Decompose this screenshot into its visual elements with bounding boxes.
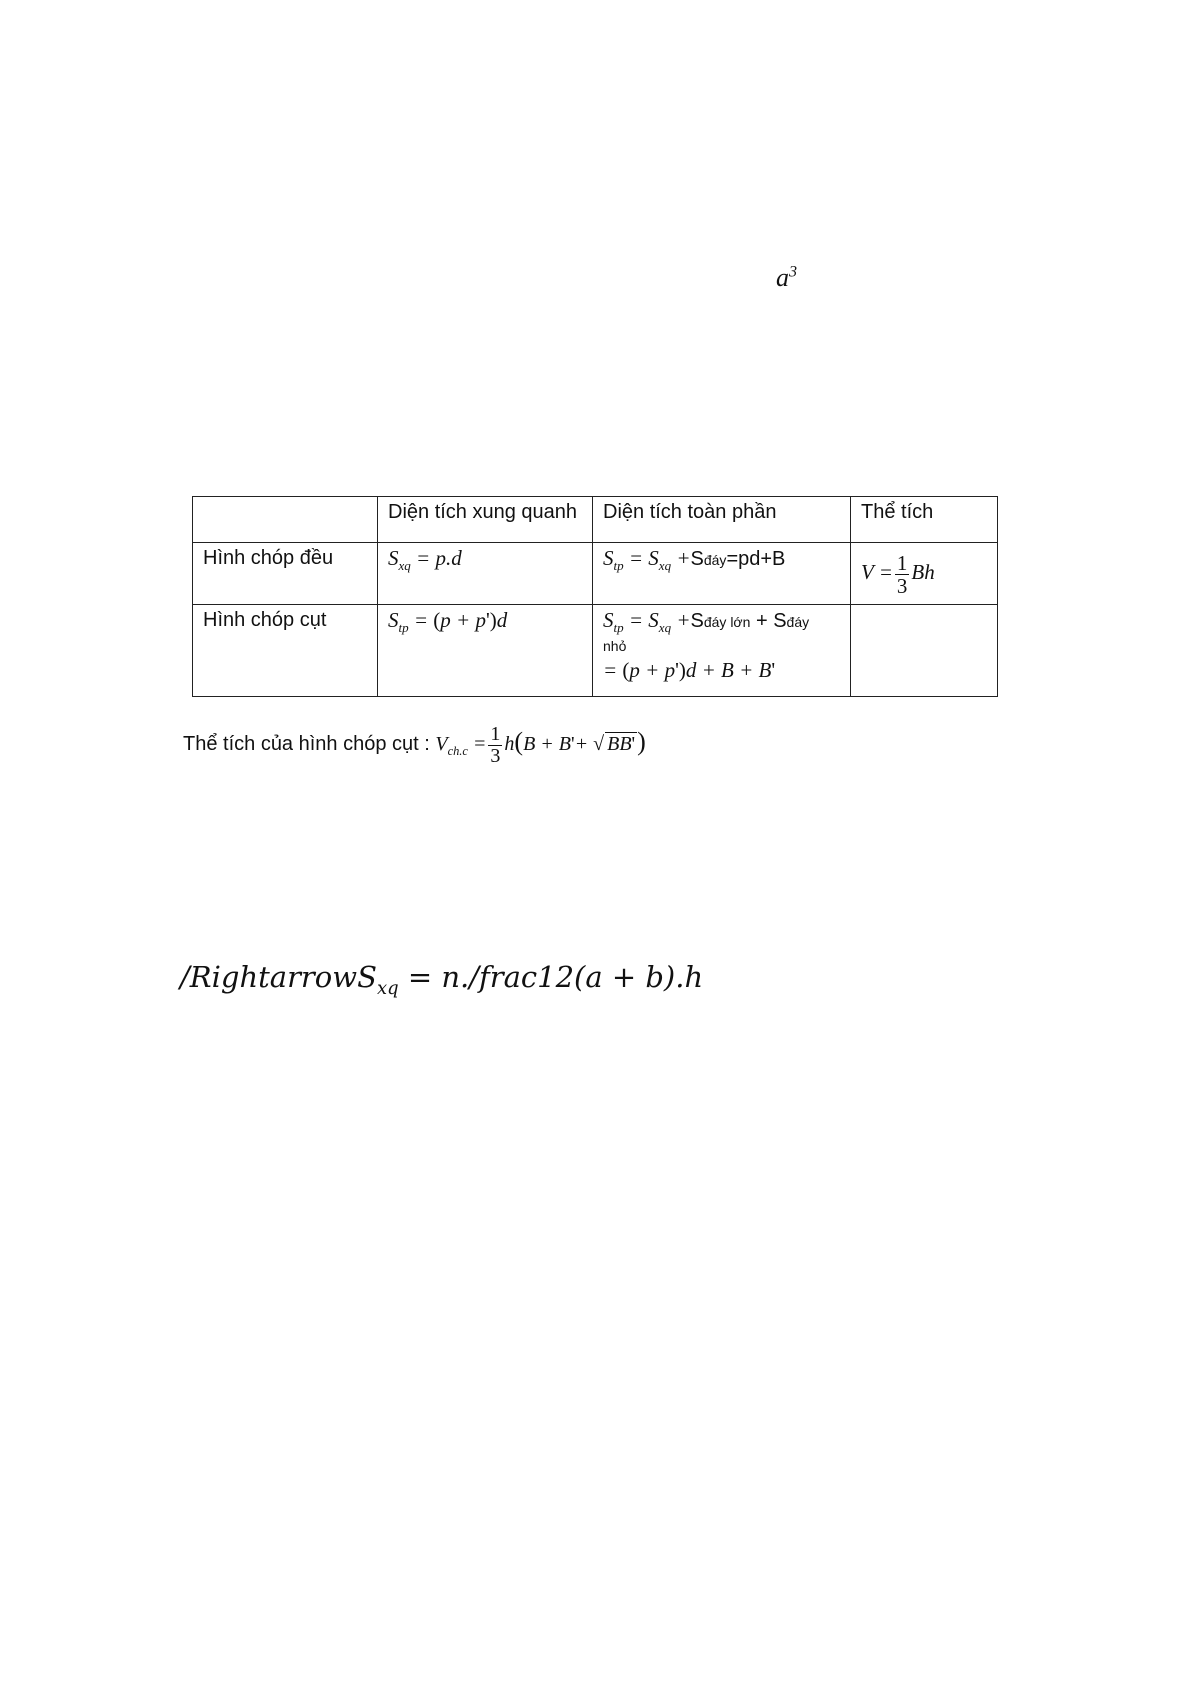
header-volume: Thể tích (851, 497, 998, 543)
frustum-total-area-formula: $S_{tp} = S_{xq}$ +Sđáy lớn + Sđáy nhỏ = (p + p')d + B + B' (593, 605, 851, 697)
header-cell-empty (193, 497, 378, 543)
a-cubed-expression: $a^3$ (776, 263, 798, 292)
lateral-area-formula-line: /RightarrowS$_{xq}$ = n./frac12(a + b).h (180, 960, 704, 999)
row-label-regular-pyramid: Hình chóp đều (193, 543, 378, 605)
frustum-volume-cell (851, 605, 998, 697)
table-row-regular-pyramid (193, 543, 998, 605)
regular-total-area-formula: $S_{tp} = S_{xq}$ +Sđáy=pd+B (593, 543, 851, 605)
frustum-volume-formula: $V_{ch.c}$ = $\frac{1}{3}$ h(B + B'+ √ BB') (435, 723, 646, 767)
pyramid-formula-table (192, 496, 998, 697)
regular-lateral-area-formula: $S_{xq} = p.d$ (378, 543, 593, 605)
frustum-small-base-word: nhỏ (603, 638, 627, 654)
header-lateral-area: Diện tích xung quanh (378, 497, 593, 543)
regular-volume-formula: V = $\frac{1}{3}$ Bh (851, 543, 998, 605)
header-total-area: Diện tích toàn phần (593, 497, 851, 543)
volume-note-label: Thể tích của hình chóp cụt : (183, 733, 430, 756)
table-header-row (193, 497, 998, 543)
row-label-frustum: Hình chóp cụt (193, 605, 378, 697)
frustum-lateral-area-formula: $S_{tp} = (p + p')d$ (378, 605, 593, 697)
frustum-volume-note (183, 724, 646, 767)
table-row-frustum (193, 605, 998, 697)
